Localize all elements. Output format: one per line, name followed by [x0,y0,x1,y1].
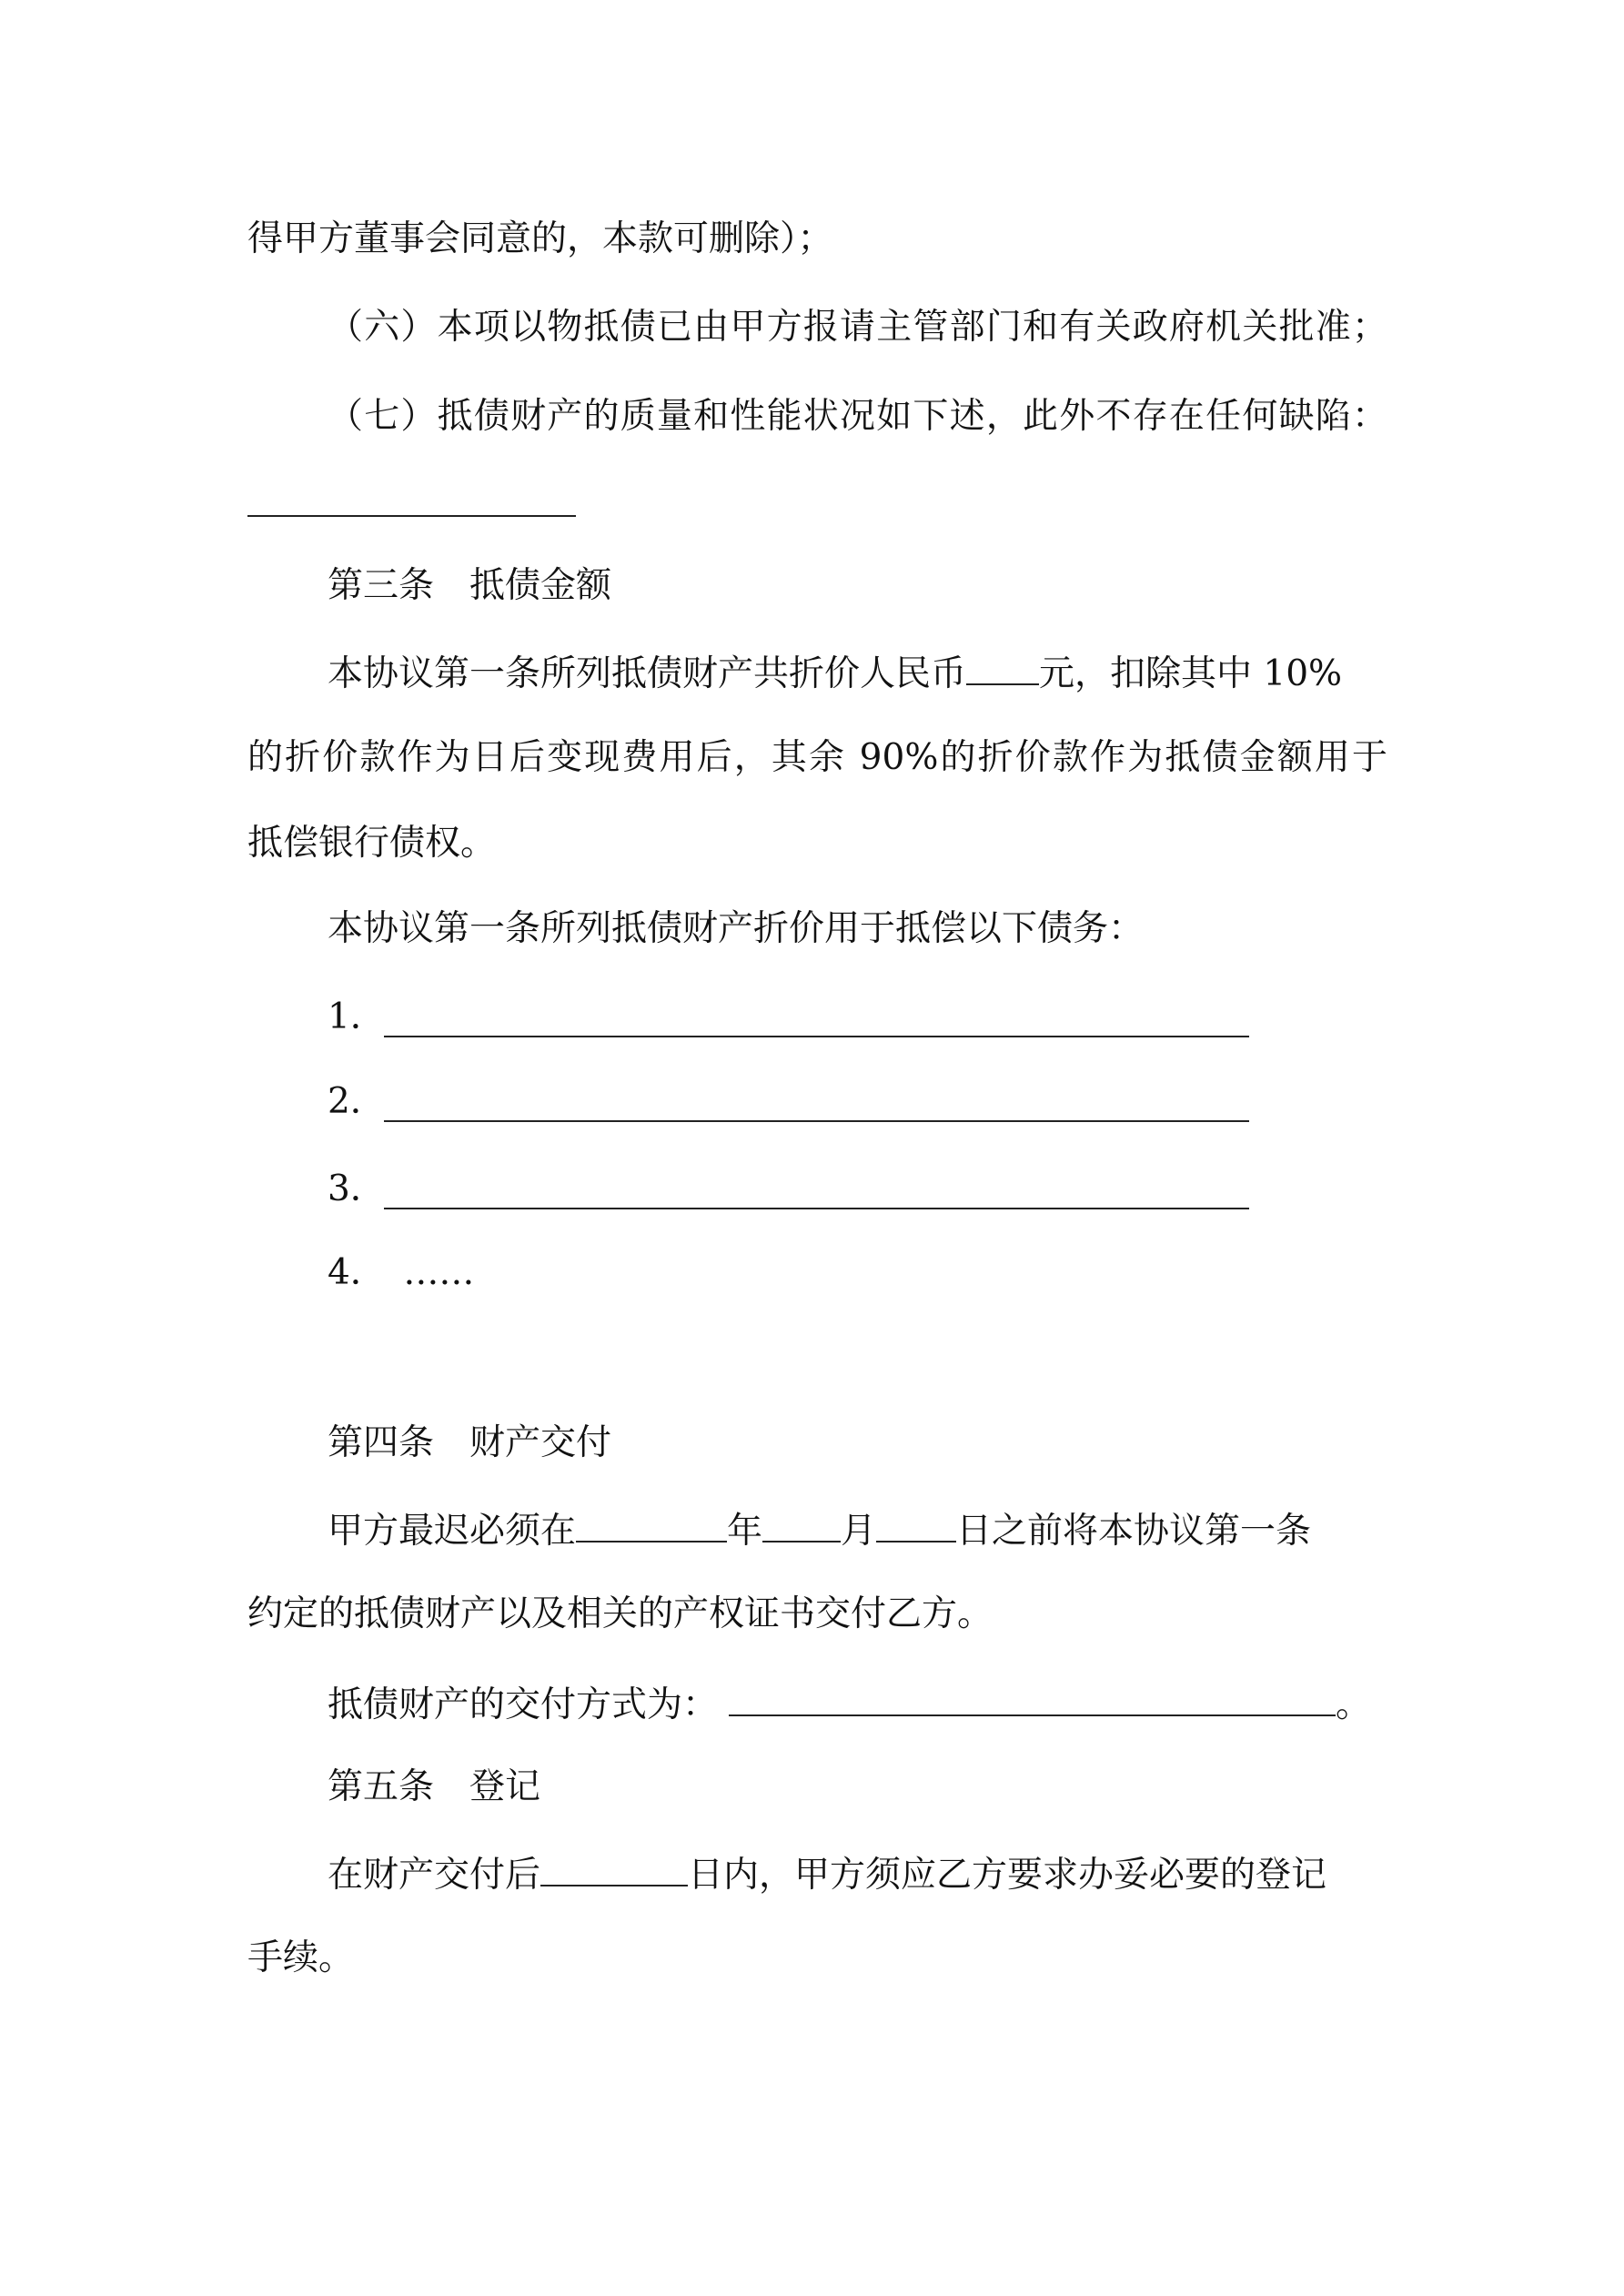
days-blank[interactable] [540,1850,688,1886]
article-3-para [328,649,1342,697]
list-item [328,1250,474,1296]
list-number: 1． [328,996,386,1037]
list-item [328,1079,386,1125]
text-line: 约定的抵债财产以及相关的产权证书交付乙方。 [247,1593,994,1634]
day-blank[interactable] [876,1506,956,1542]
amount-blank[interactable] [966,649,1039,685]
text-line: 得甲方董事会同意的，本款可删除）； [247,218,833,259]
text: 元，扣除其中 10% [1039,653,1343,694]
list-number: 4． …… [328,1252,475,1293]
clause-7: （七）抵债财产的质量和性能状况如下述，此外不存在任何缺陷： [328,396,1387,437]
list-item [328,1167,386,1212]
text-line: 手续。 [247,1937,355,1978]
text: 。 [1336,1684,1372,1725]
text-line: 的折价款作为日后变现费用后，其余 90%的折价款作为抵债金额用于 [247,737,1387,778]
article-3-title: 第三条 抵债金额 [328,565,612,606]
list-number: 2． [328,1081,386,1122]
text: 甲方最迟必须在 [328,1511,577,1552]
delivery-method [328,1680,1371,1728]
debt-blank-3[interactable] [384,1208,1249,1209]
article-5-para [328,1850,1326,1898]
text-line: 抵偿银行债权。 [247,823,497,864]
article-5-title: 第五条 登记 [328,1766,541,1807]
text: 日内，甲方须应乙方要求办妥必要的登记 [688,1855,1327,1896]
text: 抵债财产的交付方式为： [328,1684,719,1725]
debt-blank-2[interactable] [384,1120,1249,1122]
year-blank[interactable] [576,1506,727,1542]
text-line: 本协议第一条所列抵债财产折价用于抵偿以下债务： [328,908,1145,949]
delivery-method-blank[interactable] [729,1680,1336,1716]
text: 本协议第一条所列抵债财产共折价人民币 [328,653,967,694]
list-number: 3． [328,1168,386,1209]
text: 日之前将本协议第一条 [956,1511,1312,1552]
article-4-title: 第四条 财产交付 [328,1422,612,1463]
text: 年 [727,1511,763,1552]
defect-blank[interactable] [247,515,576,517]
clause-6: （六）本项以物抵债已由甲方报请主管部门和有关政府机关批准； [328,307,1387,348]
list-item [328,995,386,1040]
debt-blank-1[interactable] [384,1036,1249,1037]
month-blank[interactable] [762,1506,841,1542]
text: 月 [841,1511,877,1552]
article-4-para [328,1506,1311,1554]
text: 在财产交付后 [328,1855,541,1896]
